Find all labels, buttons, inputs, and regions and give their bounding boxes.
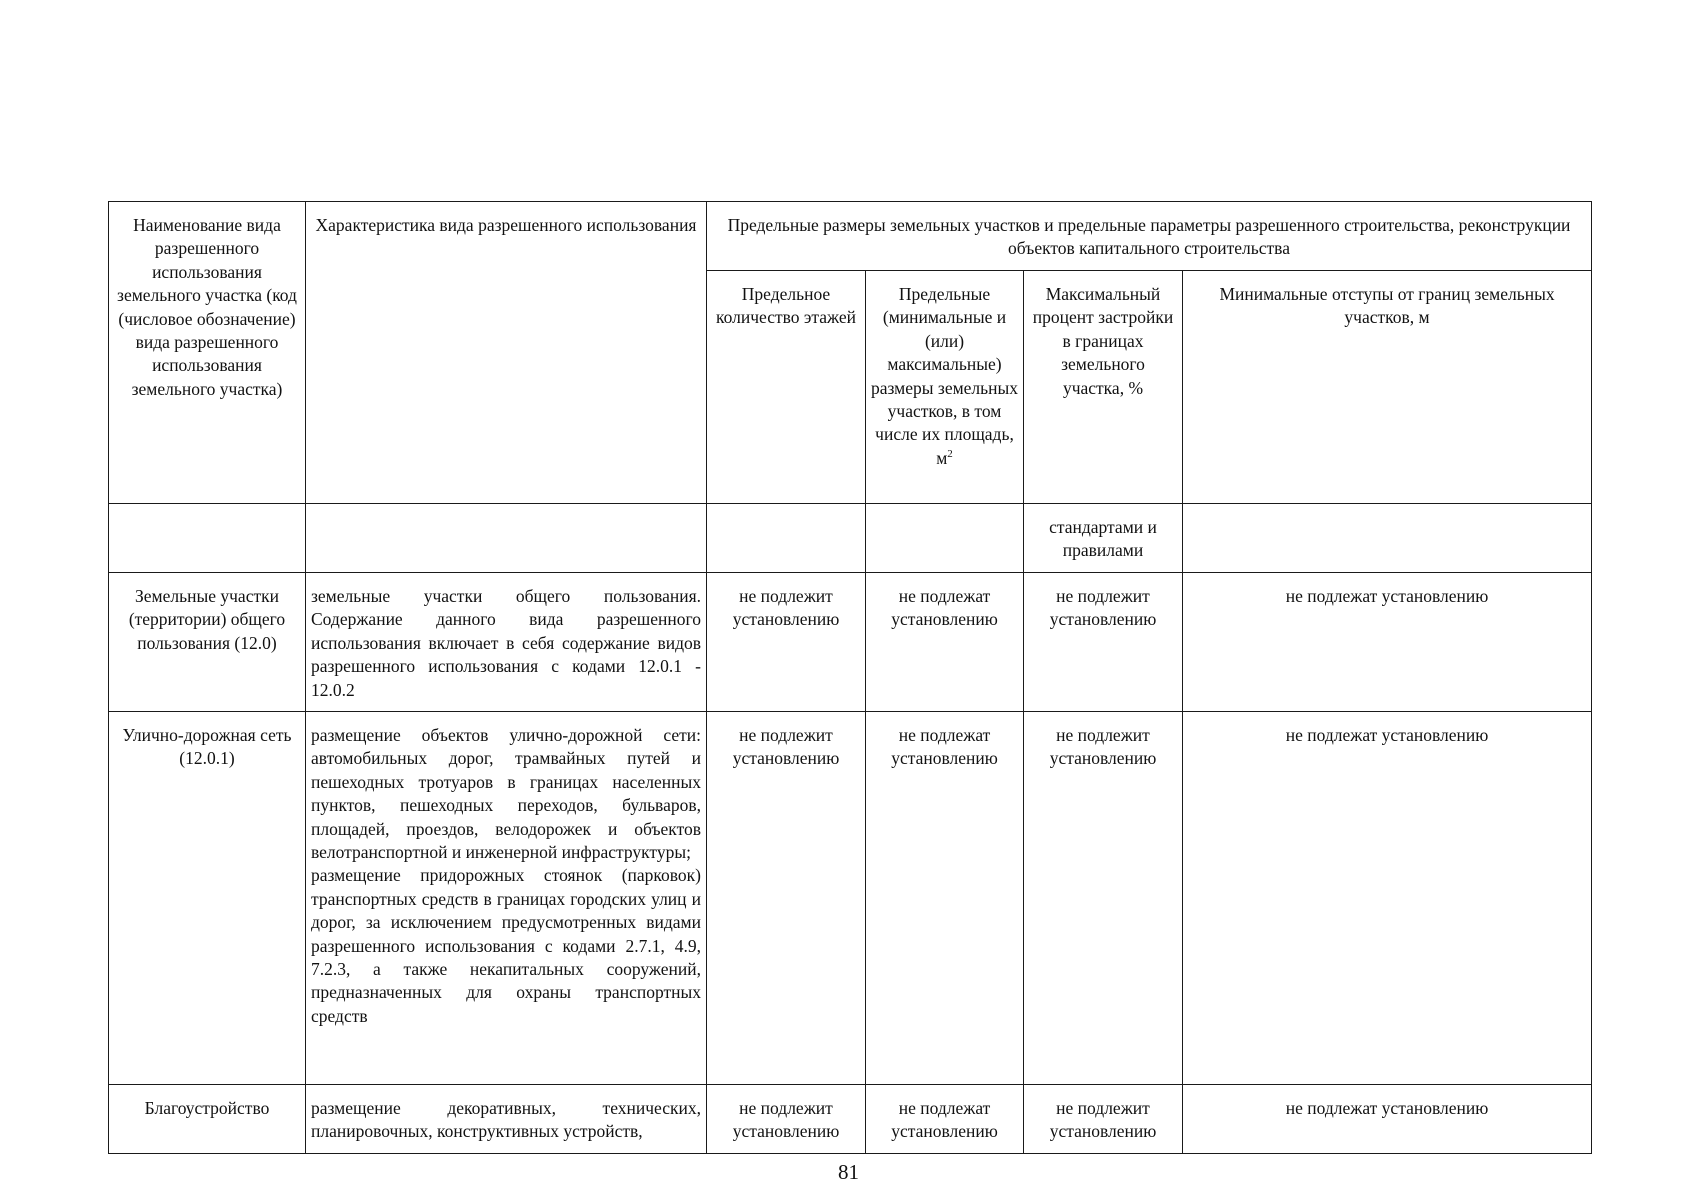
row-name-cell: Благоустройство [109, 1085, 306, 1154]
continuation-setbacks-cell [1183, 504, 1592, 573]
row-name-cell: Земельные участки (территории) общего пользования (12.0) [109, 573, 306, 712]
continuation-plot-size-cell [866, 504, 1024, 573]
header-limits-group: Предельные размеры земельных участков и предельные параметры разрешенного строительства, реконструкции объектов капитального строительства [707, 202, 1592, 271]
page-number: 81 [838, 1160, 859, 1184]
row-setbacks-cell: не подлежат установлению [1183, 573, 1592, 712]
row-description-cell [306, 1085, 707, 1154]
regulations-table [108, 201, 1592, 1154]
table-row [109, 1085, 1592, 1154]
continuation-floors-cell [707, 504, 866, 573]
header-plot-size [866, 271, 1024, 504]
row-plot-size-cell: не подлежат установлению [866, 712, 1024, 1085]
continuation-max-percent-cell: стандартами и правилами [1024, 504, 1183, 573]
continuation-row [109, 504, 1592, 573]
row-max-percent-cell: не подлежит установлению [1024, 1085, 1183, 1154]
row-description-cell [306, 573, 707, 712]
row-floors-cell: не подлежит установлению [707, 712, 866, 1085]
continuation-desc-cell [306, 504, 707, 573]
row-max-percent-cell: не подлежит установлению [1024, 573, 1183, 712]
header-max-percent: Максимальный процент застройки в границах земельного участка, % [1024, 271, 1183, 504]
row-max-percent-cell: не подлежит установлению [1024, 712, 1183, 1085]
table-row [109, 573, 1592, 712]
description-paragraph: размещение придорожных стоянок (парковок) транспортных средств в границах городских улиц и дорог, за исключением предусмотренных видами разрешенного использования с кодами 2.7.1, 4.9, 7.2.3, а также некапитальных сооружений, предназначенных для охраны транспортных средств [311, 865, 701, 1026]
continuation-name-cell [109, 504, 306, 573]
row-floors-cell: не подлежит установлению [707, 573, 866, 712]
description-paragraph: размещение декоративных, технических, планировочных, конструктивных устройств, [311, 1098, 701, 1142]
row-plot-size-cell: не подлежат установлению [866, 573, 1024, 712]
header-setbacks: Минимальные отступы от границ земельных участков, м [1183, 271, 1592, 504]
table-row [109, 712, 1592, 1085]
header-row-1 [109, 202, 1592, 271]
description-paragraph: земельные участки общего пользования. Содержание данного вида разрешенного использования включает в себя содержание видов разрешенного использования с кодами 12.0.1 - 12.0.2 [311, 586, 701, 700]
row-plot-size-cell: не подлежат установлению [866, 1085, 1024, 1154]
row-floors-cell: не подлежит установлению [707, 1085, 866, 1154]
row-name-cell: Улично-дорожная сеть (12.0.1) [109, 712, 306, 1085]
header-plot-size-superscript: 2 [947, 448, 953, 461]
description-paragraph: размещение объектов улично-дорожной сети: автомобильных дорог, трамвайных путей и пешеходных тротуаров в границах населенных пунктов, пешеходных переходов, бульваров, площадей, проездов, велодорожек и объектов велотранспортной и инженерной инфраструктуры; [311, 725, 701, 863]
header-description-column: Характеристика вида разрешенного использования [306, 202, 707, 504]
row-setbacks-cell: не подлежат установлению [1183, 1085, 1592, 1154]
header-floors: Предельное количество этажей [707, 271, 866, 504]
header-plot-size-text: Предельные (минимальные и (или) максимальные) размеры земельных участков, в том числе их площадь, м [871, 284, 1019, 468]
row-description-cell [306, 712, 707, 1085]
row-setbacks-cell: не подлежат установлению [1183, 712, 1592, 1085]
header-name-column: Наименование вида разрешенного использования земельного участка (код (числовое обозначение) вида разрешенного использования земельного участка) [109, 202, 306, 504]
